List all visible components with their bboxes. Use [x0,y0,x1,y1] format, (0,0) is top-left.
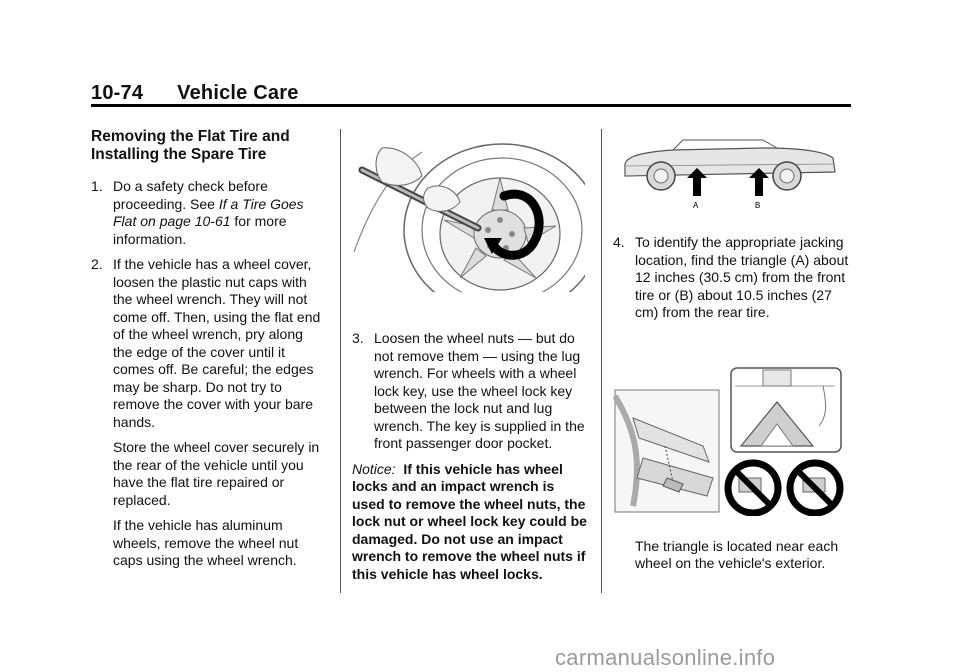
chapter-title: Vehicle Care [177,82,299,104]
step-3 [352,330,587,453]
page-header [91,82,299,105]
column-1 [91,128,325,578]
page-number: 10-74 [91,82,144,104]
notice-text: If this vehicle has wheel locks and an impact wrench is used to remove the wheel nuts, the lock nut or wheel lock key could be damaged. Do not use an impact wrench to remove the wheel nuts if this vehicle has wheel locks. [352,460,587,582]
step-text: Loosen the wheel nuts — but do not remove them — using the lug wrench. For wheels with a wheel lock key, use the wheel lock key between the lock nut and lug wrench. The key is supplied in the front passenger door pocket. [374,330,585,451]
paragraph-aluminum-wheels: If the vehicle has aluminum wheels, remove the wheel nut caps using the wheel wrench. [113,517,299,568]
header-rule [91,104,851,107]
step-number: 3. [352,330,364,346]
lug-wrench-illustration [352,142,585,292]
step-2 [91,256,325,431]
label-a: A [693,201,699,210]
paragraph-store-cover: Store the wheel cover securely in the rear of the vehicle until you have the flat tire repaired or replaced. [113,439,320,508]
column-3 [613,136,853,581]
step-1 [91,178,325,248]
cross-reference-link[interactable]: If a Tire Goes Flat on page 10-61 [113,195,304,229]
paragraph-triangle-location: The triangle is located near each wheel on the vehicle's exterior. [635,537,839,571]
notice [352,461,587,584]
column-divider-2 [601,129,602,593]
step-text-end: for more information. [113,213,287,247]
step-4 [613,234,853,322]
step-number: 4. [613,234,625,250]
label-b: B [755,201,761,210]
section-title: Removing the Flat Tire and Installing the Spare Tire [91,128,290,163]
column-2 [352,142,587,583]
notice-label: Notice: [352,460,396,477]
step-text: Do a safety check before proceeding. See [113,178,268,212]
watermark: carmanualsonline.info [555,645,776,670]
step-number: 2. [91,256,103,272]
jack-placement-illustration [613,366,853,516]
step-text: To identify the appropriate jacking location, find the triangle (A) about 12 inches (30.5 cm) from the front tire or (B) about 10.5 inches (27 cm) from the rear tire. [635,234,849,320]
column-divider-1 [340,129,341,593]
vehicle-jacking-points-illustration [613,136,839,212]
step-number: 1. [91,178,103,194]
step-text: If the vehicle has a wheel cover, loosen the plastic nut caps with the wheel wrench. They will not come off. Then, using the flat end of the wheel wrench, pry along the edge of the cover until it comes off. Be careful; the edges may be sharp. Do not try to remove the cover with your bare hands. [113,256,321,430]
